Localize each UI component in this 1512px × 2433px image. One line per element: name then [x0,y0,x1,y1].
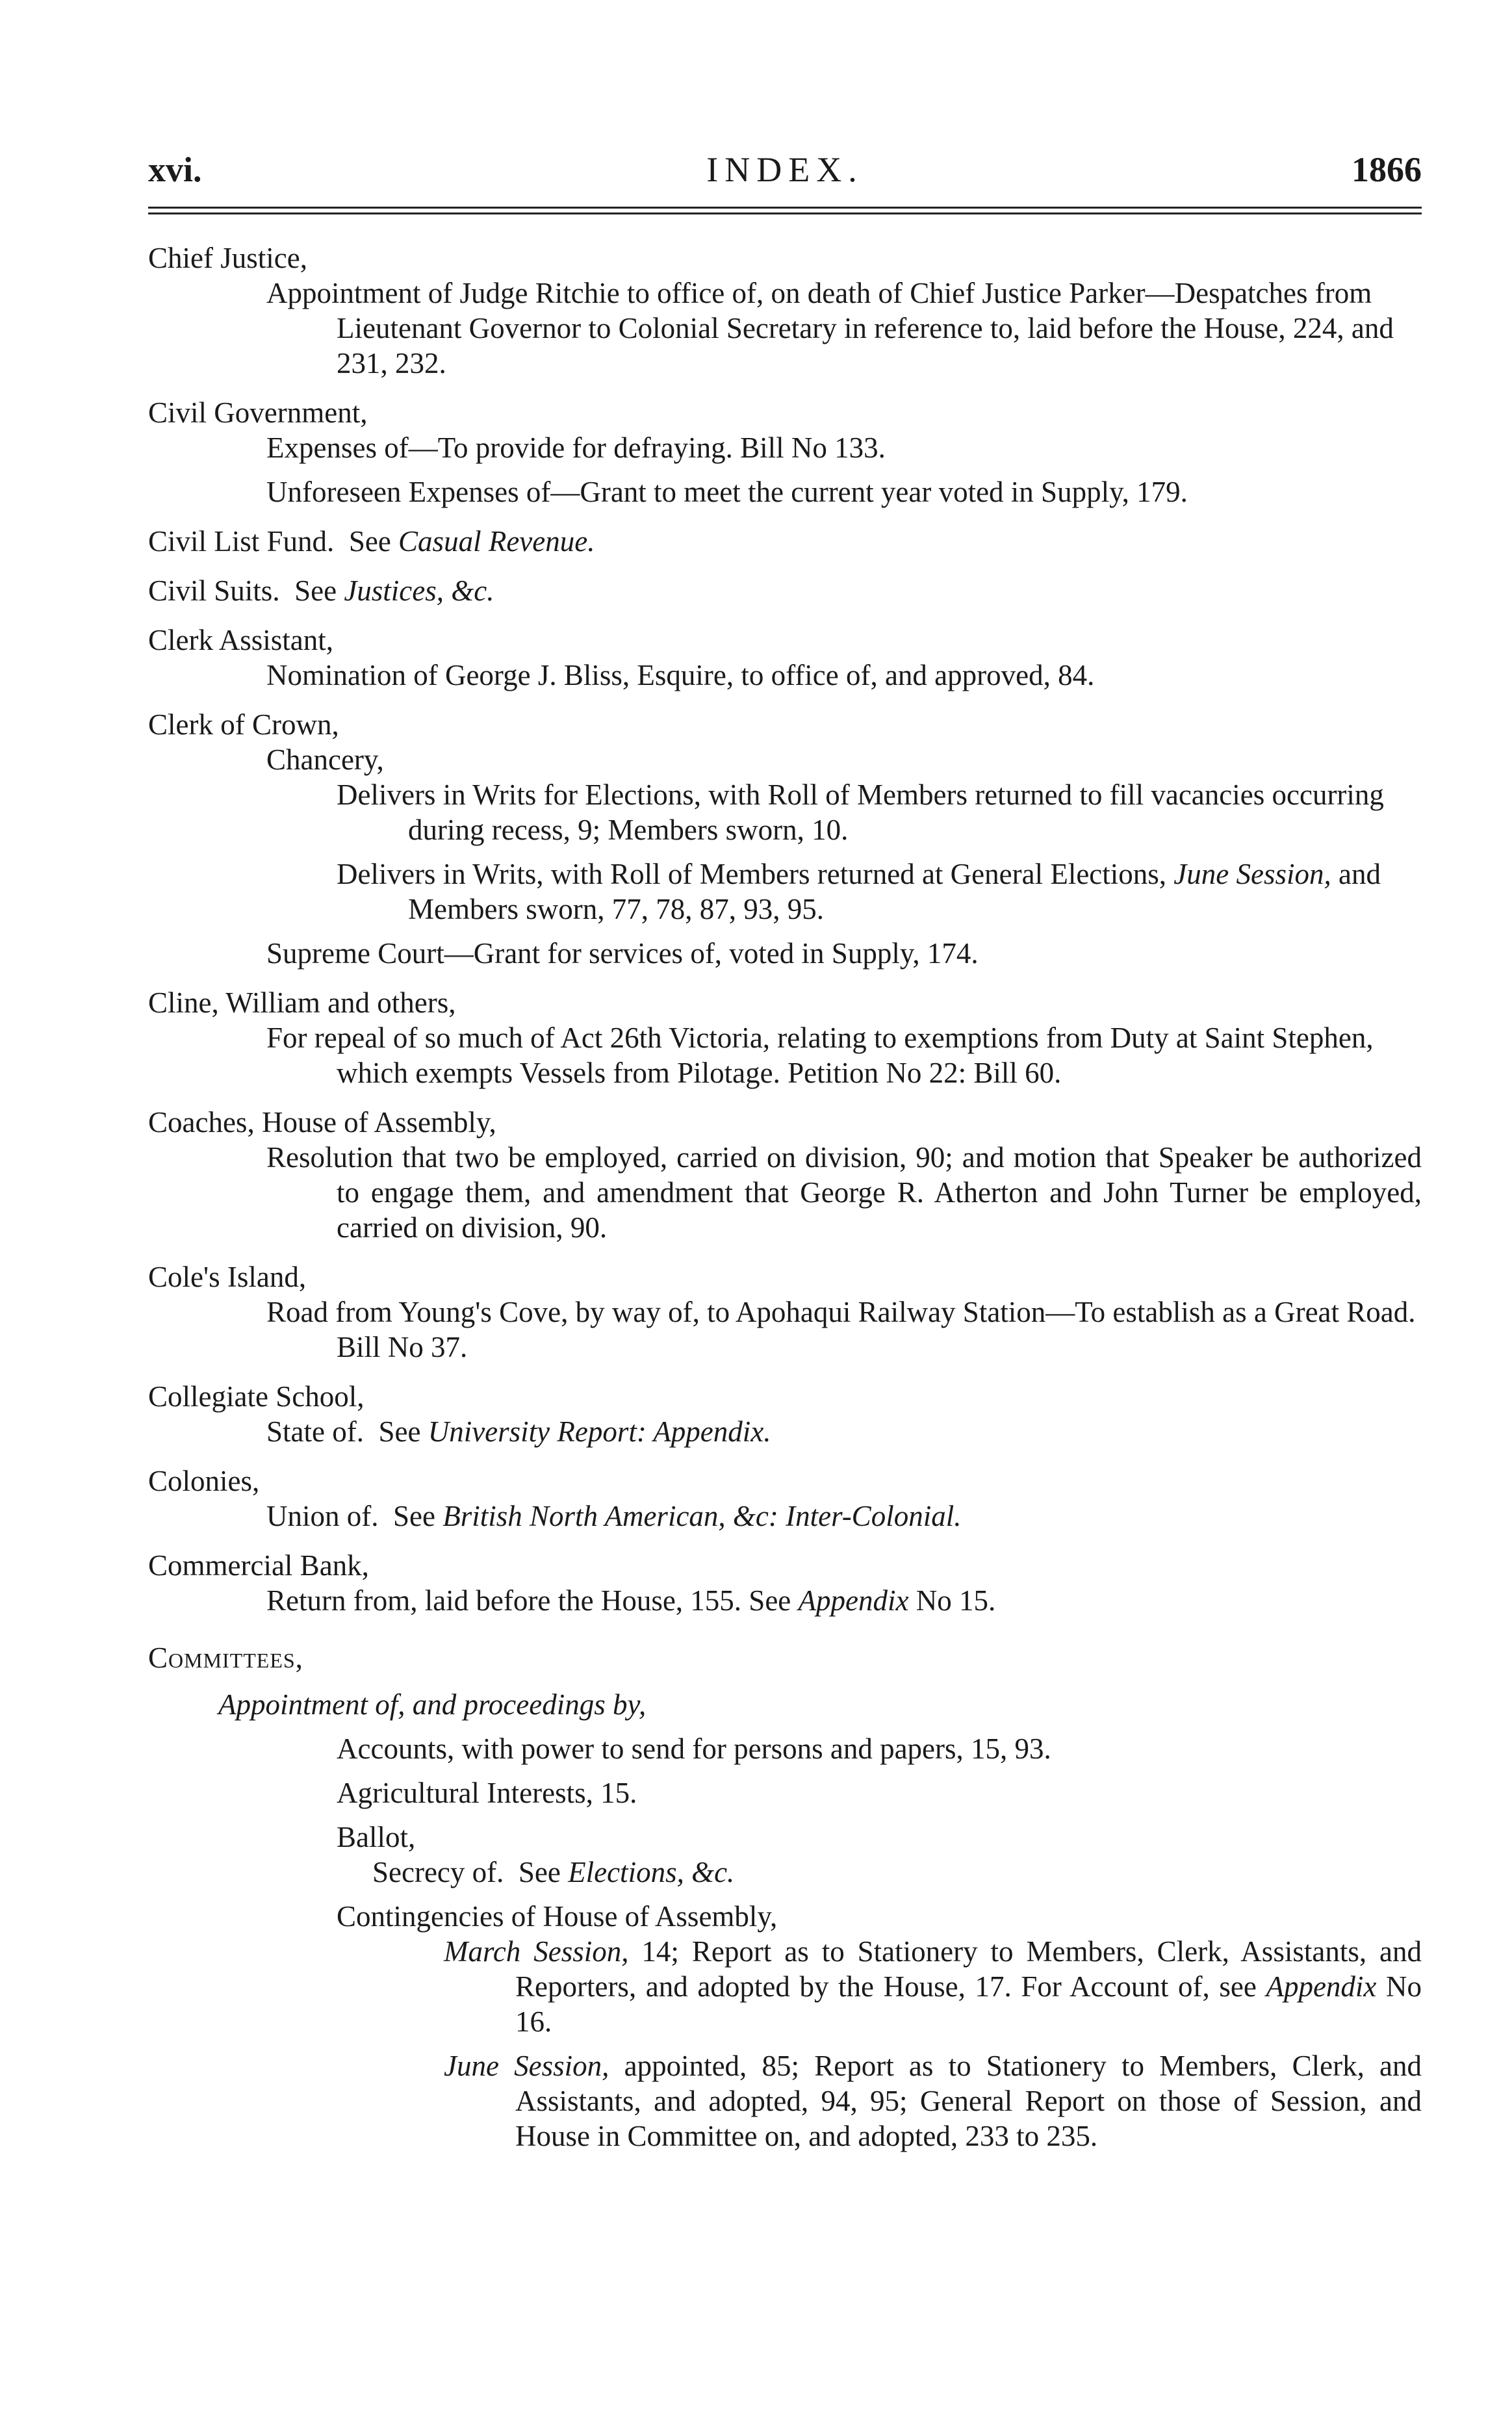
entry-commercial-bank [148,1548,1422,1618]
index-subentry: Agricultural Interests, 15. [337,1777,637,1809]
entry-coaches [148,1105,1422,1245]
section-numeral: xvi. [148,150,202,189]
subentry-text: Secrecy of. [372,1856,504,1888]
index-term: Cline, William and others, [148,986,456,1019]
entry-collegiate-school [148,1379,1422,1449]
subheading-text: Appointment of, and proceedings by, [218,1688,647,1721]
cross-reference: Appendix [798,1584,909,1617]
index-subentry: Accounts, with power to send for persons and papers, 15, 93. [337,1732,1051,1765]
index-subheading [148,1687,1422,1722]
see-label: See [518,1856,561,1888]
index-term: Collegiate School, [148,1380,365,1413]
index-subentry [148,856,1422,927]
cross-reference: University Report: Appendix. [428,1415,771,1448]
index-subentry [148,2048,1422,2154]
subentry-text: and Members sworn, 77, 78, 87, 93, 95. [408,858,1381,925]
cross-reference: Appendix [1266,1970,1377,2003]
index-subentry: Expenses of—To provide for defraying. Bill No 133. [266,431,886,464]
index-term: Clerk of Crown, [148,708,339,741]
see-label: See [348,525,391,558]
entry-clerk-assistant [148,623,1422,693]
index-subentry [148,1499,1422,1534]
page-title: INDEX. [706,150,864,189]
index-content [148,240,1422,2168]
index-subentry: Unforeseen Expenses of—Grant to meet the current year voted in Supply, 179. [266,476,1188,508]
cross-reference: Casual Revenue. [398,525,595,558]
subentry-text: Union of. [266,1500,379,1532]
header-rule-bottom [148,212,1422,214]
subentry-text: No 16. [515,1970,1422,2038]
see-label: See [378,1415,421,1448]
index-subheading: Chancery, [266,743,384,776]
entry-clerk-of-crown [148,707,1422,971]
index-subentry: Nomination of George J. Bliss, Esquire, to office of, and approved, 84. [266,659,1095,691]
entry-civil-government [148,395,1422,509]
see-label: See [294,574,337,607]
page-year: 1866 [1352,150,1422,189]
session-label: March Session, [444,1935,629,1968]
index-term: Civil Government, [148,396,368,429]
index-term: Colonies, [148,1465,260,1497]
subentry-text: State of. [266,1415,364,1448]
cross-reference: Justices, &c. [344,574,494,607]
subentry-text: 14; Report as to Stationery to Members, Clerk, Assistants, and Reporters, and adopted by the House, 17. For Account of, see [515,1935,1422,2003]
subentry-text: No 15. [916,1584,996,1617]
index-term: Cole's Island, [148,1261,307,1293]
index-subentry: For repeal of so much of Act 26th Victoria, relating to exemptions from Duty at Saint Stephen, which exempts Vessels from Pilotage. Petition No 22: Bill 60. [266,1022,1374,1089]
header-rule-top [148,207,1422,209]
index-subentry: Appointment of Judge Ritchie to office of, on death of Chief Justice Parker—Despatches from Lieutenant Governor to Colonial Secretary in reference to, laid before the House, 224, and 231, 232. [266,277,1394,380]
index-subentry: Ballot, [337,1821,416,1853]
index-term: Committees, [148,1641,303,1674]
index-subentry [148,1583,1422,1618]
cross-reference: Elections, &c. [568,1856,735,1888]
session-label: June Session, [1173,858,1331,890]
index-subentry [148,1855,1422,1890]
subentry-text: appointed, 85; Report as to Stationery to Members, Clerk, and Assistants, and adopted, 94, 95; General Report on those of Session, and House in Committee on, and adopted, 233 to 235. [515,2050,1422,2152]
index-term: Commercial Bank, [148,1549,369,1582]
see-label: See [393,1500,435,1532]
index-term: Civil Suits. [148,574,280,607]
cross-reference: British North American, &c: Inter-Colonial. [442,1500,962,1532]
index-term: Civil List Fund. [148,525,335,558]
page-header [148,149,1422,195]
subentry-text: Delivers in Writs, with Roll of Members returned at General Elections, [337,858,1167,890]
entry-chief-justice [148,240,1422,381]
index-term: Coaches, House of Assembly, [148,1106,496,1139]
index-term: Clerk Assistant, [148,624,334,656]
index-subentry: Supreme Court—Grant for services of, voted in Supply, 174. [266,937,979,970]
index-subentry [148,1934,1422,2039]
session-label: June Session, [444,2050,609,2082]
index-subentry: Delivers in Writs for Elections, with Roll of Members returned to fill vacancies occurring during recess, 9; Members sworn, 10. [337,779,1384,846]
entry-colonies [148,1463,1422,1534]
entry-civil-suits [148,573,1422,608]
entry-cline [148,985,1422,1090]
index-subentry: Contingencies of House of Assembly, [337,1900,778,1933]
subentry-text: Return from, laid before the House, 155. See [266,1584,791,1617]
index-subentry: Road from Young's Cove, by way of, to Apohaqui Railway Station—To establish as a Great Road. Bill No 37. [266,1296,1416,1363]
index-term: Chief Justice, [148,242,307,274]
entry-coles-island [148,1259,1422,1365]
index-subentry: Resolution that two be employed, carried on division, 90; and motion that Speaker be authorized to engage them, and amendment that George R. Atherton and John Turner be employed, carried on division, 90. [266,1141,1422,1244]
entry-civil-list [148,524,1422,559]
entry-committees [148,1640,1422,2154]
index-subentry [148,1414,1422,1449]
